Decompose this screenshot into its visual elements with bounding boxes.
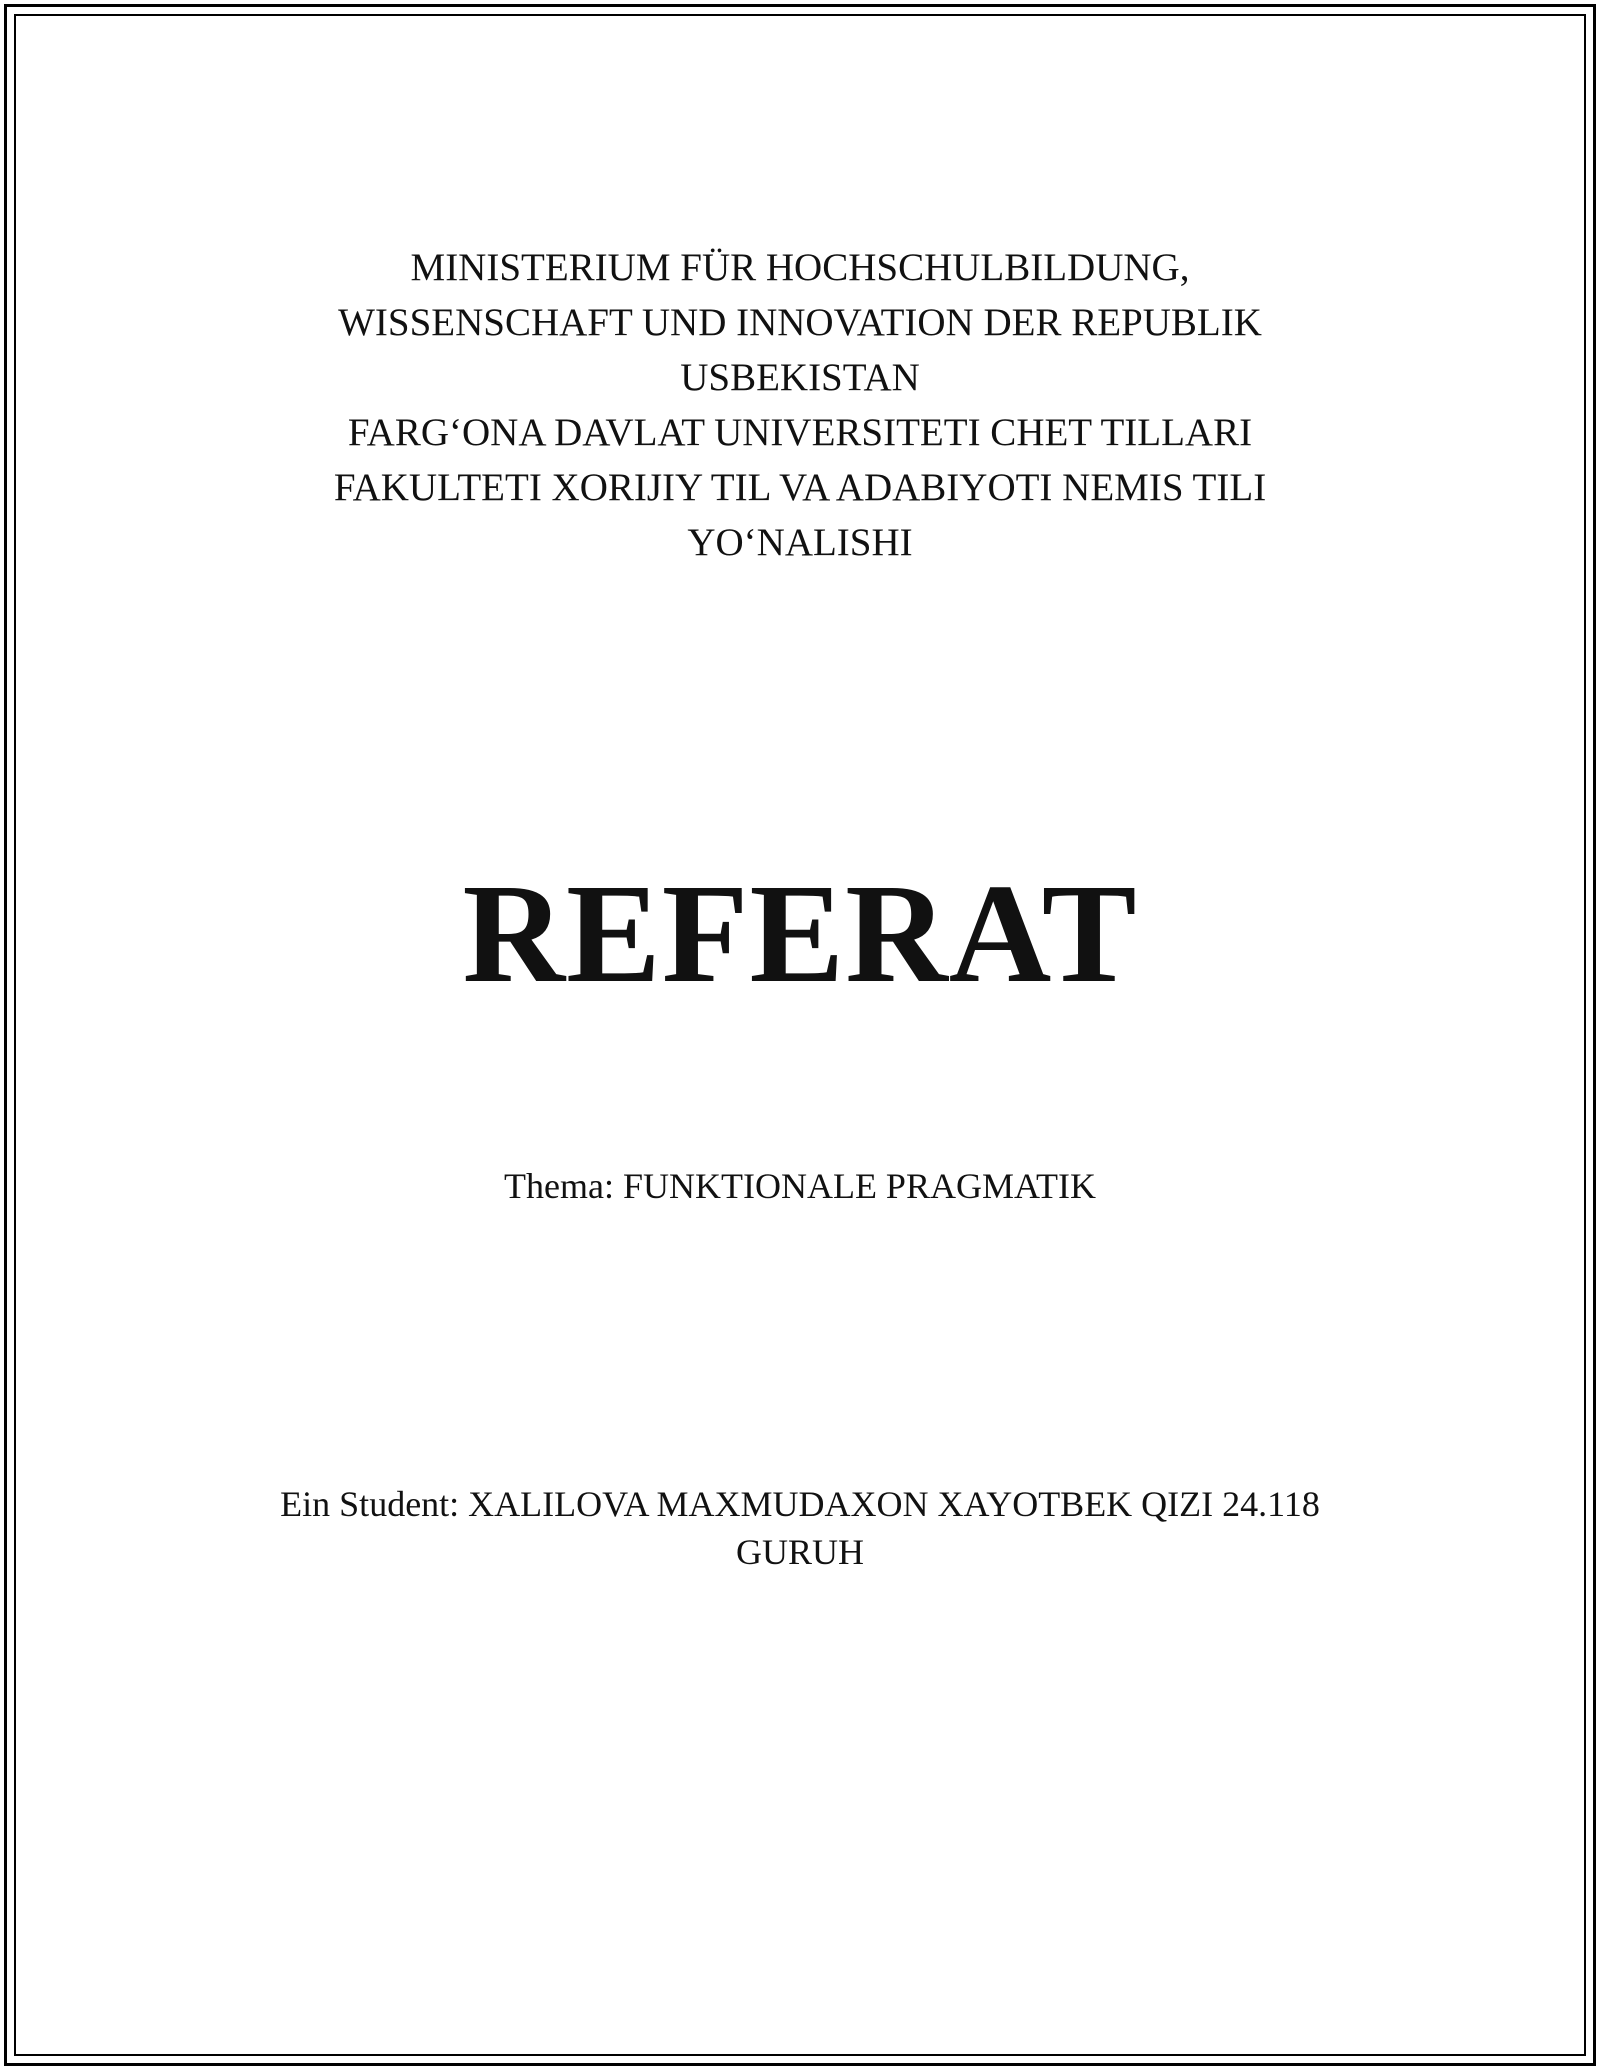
header-line: WISSENSCHAFT UND INNOVATION DER REPUBLIK bbox=[338, 301, 1262, 344]
header-line: USBEKISTAN bbox=[680, 356, 920, 399]
student-line: Ein Student: XALILOVA MAXMUDAXON XAYOTBEK QIZI 24.118 bbox=[280, 1484, 1320, 1524]
header-line: FAKULTETI XORIJIY TIL VA ADABIYOTI NEMIS TILI bbox=[333, 466, 1267, 509]
document-title: REFERAT bbox=[462, 854, 1138, 1012]
student-line: GURUH bbox=[735, 1532, 864, 1572]
header-line: MINISTERIUM FÜR HOCHSCHULBILDUNG, bbox=[410, 246, 1190, 289]
topic-line: Thema: FUNKTIONALE PRAGMATIK bbox=[504, 1166, 1096, 1206]
header-line: FARG‘ONA DAVLAT UNIVERSITETI CHET TILLARI bbox=[347, 411, 1253, 454]
student-info bbox=[0, 1480, 1600, 1576]
institution-header bbox=[0, 240, 1600, 570]
header-line: YO‘NALISHI bbox=[687, 521, 913, 564]
